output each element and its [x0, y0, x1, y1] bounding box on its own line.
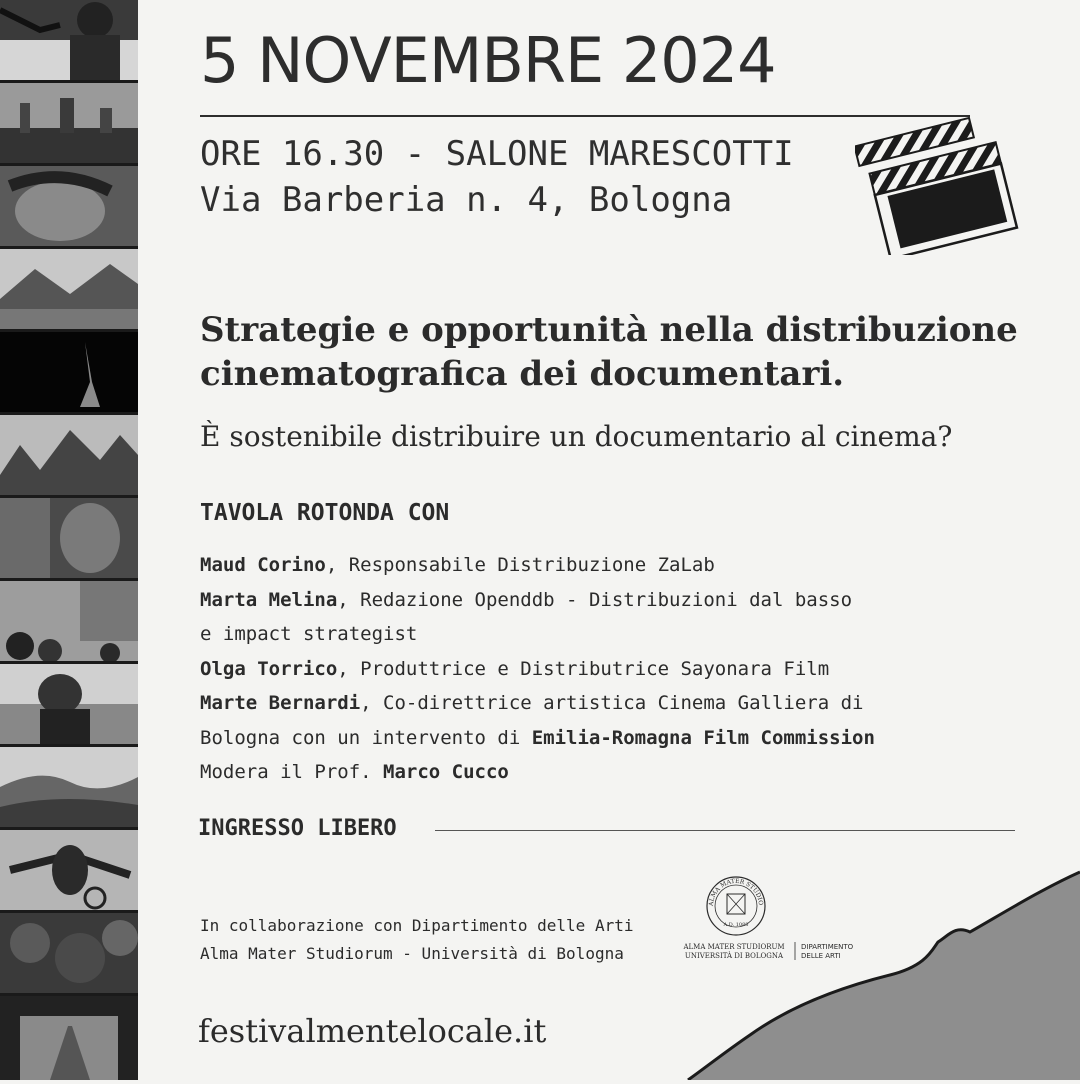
- entry-divider: [435, 830, 1015, 831]
- collaboration-line-1: In collaborazione con Dipartimento delle Arti: [200, 916, 634, 935]
- logo-left-line-2: UNIVERSITÀ DI BOLOGNA: [684, 952, 784, 960]
- clapperboard-icon: [855, 100, 1020, 255]
- commission-line: [200, 721, 1030, 756]
- speaker-melina-role-cont: e impact strategist: [200, 623, 418, 645]
- film-frame-face: [0, 498, 138, 578]
- film-frame-mountains: [0, 249, 138, 329]
- commission-name: Emilia-Romagna Film Commission: [531, 726, 875, 749]
- collaboration-text: [200, 912, 633, 968]
- speaker-name: Marta Melina: [200, 588, 338, 611]
- collaboration-line-2: Alma Mater Studiorum - Università di Bologna: [200, 944, 624, 963]
- film-frame-city: [0, 83, 138, 163]
- time-venue: ORE 16.30 - SALONE MARESCOTTI: [200, 134, 794, 174]
- website-link[interactable]: festivalmentelocale.it: [198, 1012, 547, 1050]
- headline-line-1: Strategie e opportunità nella distribuzione: [200, 310, 1018, 350]
- speaker-corino: [200, 548, 1030, 583]
- speaker-role: , Produttrice e Distributrice Sayonara Film: [337, 657, 830, 680]
- address: Via Barberia n. 4, Bologna: [200, 180, 733, 220]
- film-strip: [0, 0, 138, 1080]
- film-frame-concert: [0, 0, 138, 80]
- subheadline: È sostenibile distribuire un documentario al cinema?: [200, 420, 953, 453]
- university-logo: [676, 876, 876, 966]
- speaker-name: Marte Bernardi: [200, 692, 361, 714]
- moderator-prefix: Modera il Prof.: [200, 761, 384, 783]
- speaker-role: , Responsabile Distribuzione ZaLab: [325, 554, 715, 576]
- speaker-role: , Co-direttrice artistica Cinema Galliera di: [360, 692, 864, 714]
- speaker-melina: [200, 583, 1030, 618]
- film-frame-statue: [0, 332, 138, 412]
- headline-line-2: cinematografica dei documentari.: [200, 354, 845, 394]
- free-entry-label: INGRESSO LIBERO: [198, 816, 397, 841]
- film-frame-road: [0, 996, 138, 1080]
- logo-right-line-1: DIPARTIMENTO: [801, 943, 854, 951]
- film-frame-portrait: [0, 166, 138, 246]
- speaker-bernardi: [200, 686, 1030, 721]
- logo-right-line-2: DELLE ARTI: [801, 952, 841, 960]
- logo-left-line-1: ALMA MATER STUDIORUM: [683, 943, 785, 951]
- event-date: 5 NOVEMBRE 2024: [200, 24, 776, 97]
- seal-text: ALMA MATER STUDIO: [707, 877, 765, 907]
- moderator-name: Marco Cucco: [383, 761, 509, 783]
- speaker-name: Maud Corino: [200, 554, 326, 576]
- film-frame-rocks: [0, 415, 138, 495]
- speaker-role: , Redazione Openddb - Distribuzioni dal basso: [337, 588, 853, 611]
- film-frame-man: [0, 664, 138, 744]
- speaker-torrico: [200, 652, 1030, 687]
- moderator-line: [200, 755, 1030, 790]
- film-frame-valley: [0, 747, 138, 827]
- speaker-list: [200, 548, 1030, 790]
- film-frame-cyclist: [0, 830, 138, 910]
- film-frame-crowd: [0, 581, 138, 661]
- commission-prefix: Bologna con un intervento di: [200, 726, 532, 749]
- university-seal-icon: [676, 876, 765, 935]
- speaker-name: Olga Torrico: [200, 657, 338, 680]
- seal-year: A.D. 1088: [723, 922, 749, 928]
- film-frame-forest: [0, 913, 138, 993]
- panel-label: TAVOLA ROTONDA CON: [200, 500, 450, 526]
- headline: [200, 308, 1040, 396]
